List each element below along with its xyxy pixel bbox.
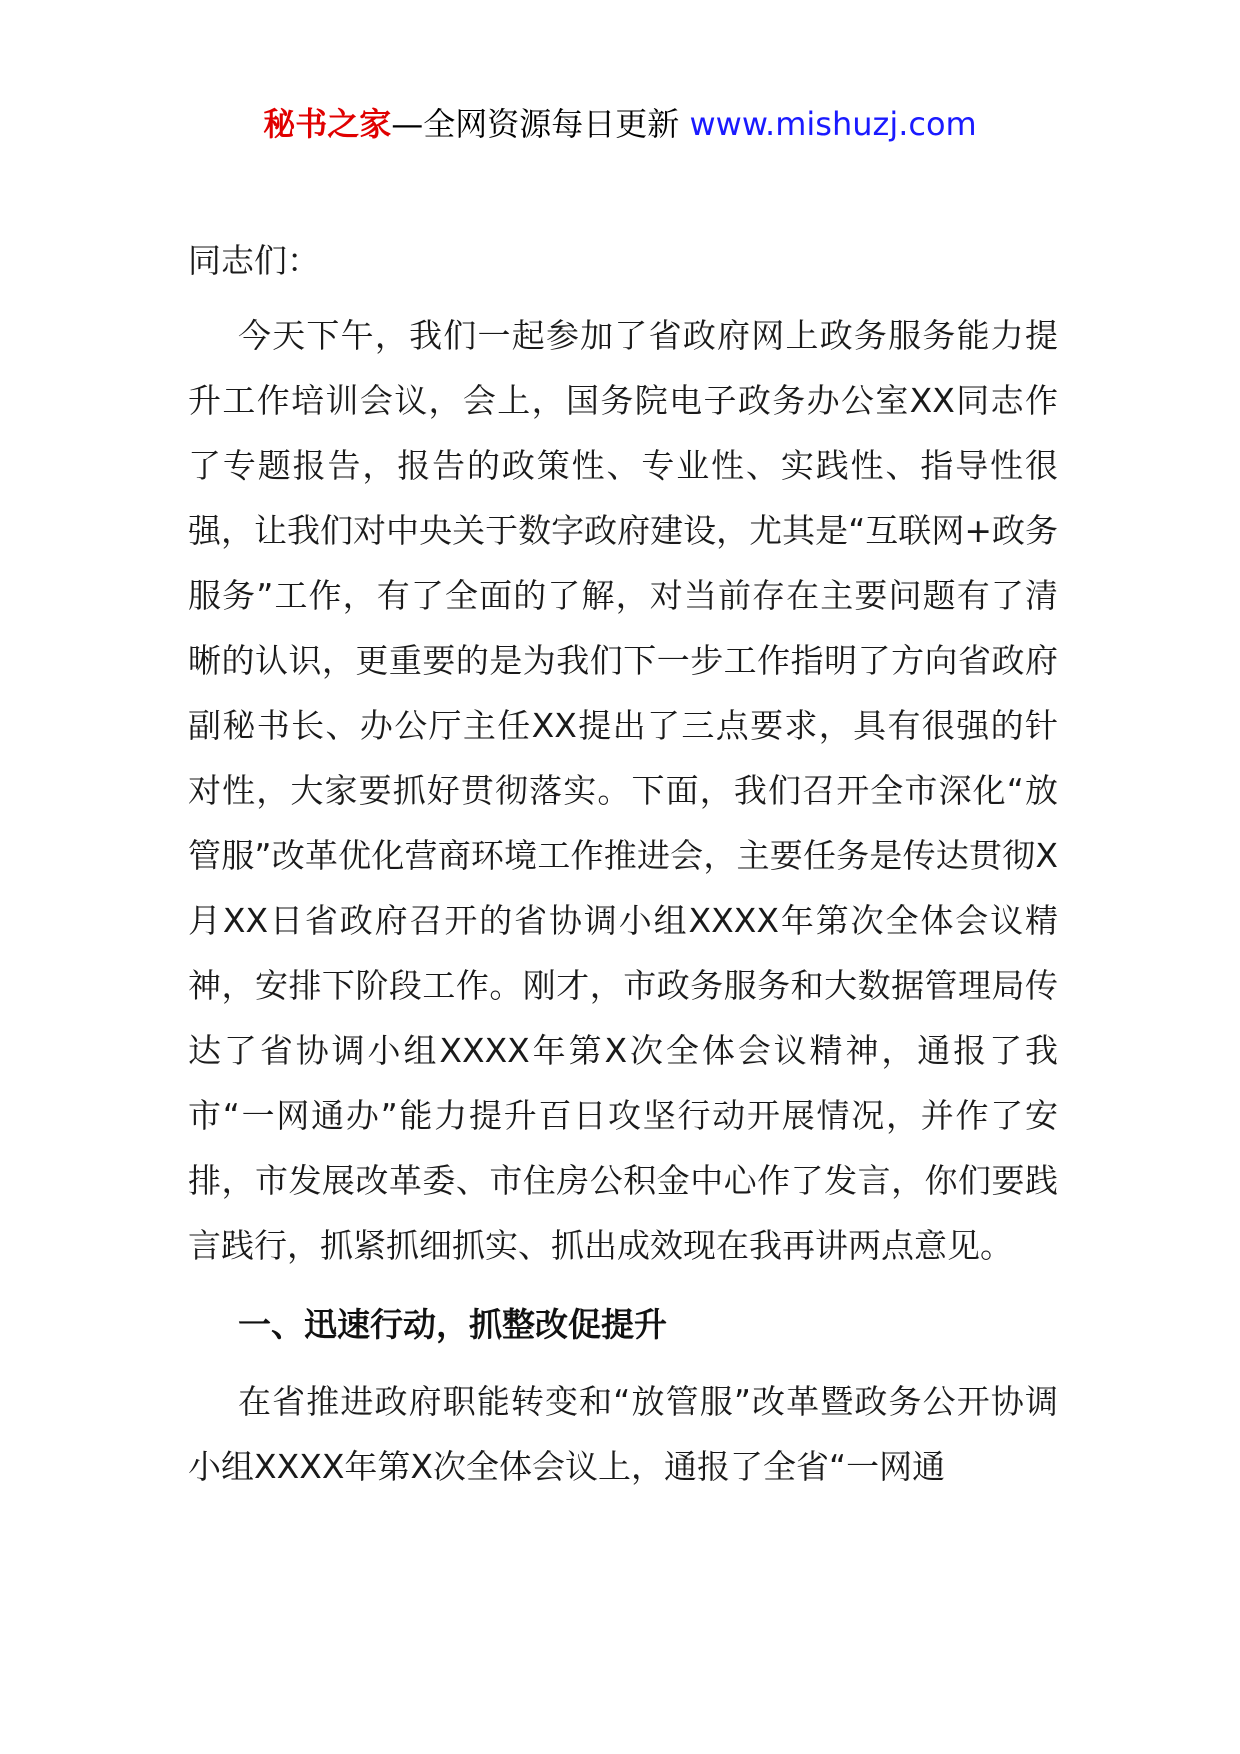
- brand-name: 秘书之家: [263, 105, 392, 143]
- section-heading-1: 一、迅速行动，抓整改促提升: [238, 1305, 667, 1344]
- intro-paragraph: 今天下午，我们一起参加了省政府网上政务服务能力提升工作培训会议，会上，国务院电子政务办公室XX同志作了专题报告，报告的政策性、专业性、实践性、指导性很强，让我们对中央关于数字政府建设，尤其是“互联网+政务服务”工作，有了全面的了解，对当前存在主要问题有了清晰的认识，更重要的是为我们下一步工作指明了方向省政府副秘书长、办公厅主任XX提出了三点要求，具有很强的针对性，大家要抓好贯彻落实。下面，我们召开全市深化“放管服”改革优化营商环境工作推进会，主要任务是传达贯彻X月XX日省政府召开的省协调小组XXXX年第次全体会议精神，安排下阶段工作。刚才，市政务服务和大数据管理局传达了省协调小组XXXX年第X次全体会议精神，通报了我市“一网通办”能力提升百日攻坚行动开展情况，并作了安排，市发展改革委、市住房公积金中心作了发言，你们要践言践行，抓紧抓细抓实、抓出成效现在我再讲两点意见。: [188, 316, 1058, 1265]
- header-tagline: —全网资源每日更新: [391, 105, 690, 143]
- document-body: [188, 228, 1058, 1499]
- website-link[interactable]: www.mishuzj.com: [689, 105, 977, 143]
- greeting: 同志们：: [188, 241, 320, 280]
- section-1-paragraph: 在省推进政府职能转变和“放管服”改革暨政务公开协调小组XXXX年第X次全体会议上，通报了全省“一网通: [188, 1382, 1058, 1486]
- page-header: [0, 100, 1240, 148]
